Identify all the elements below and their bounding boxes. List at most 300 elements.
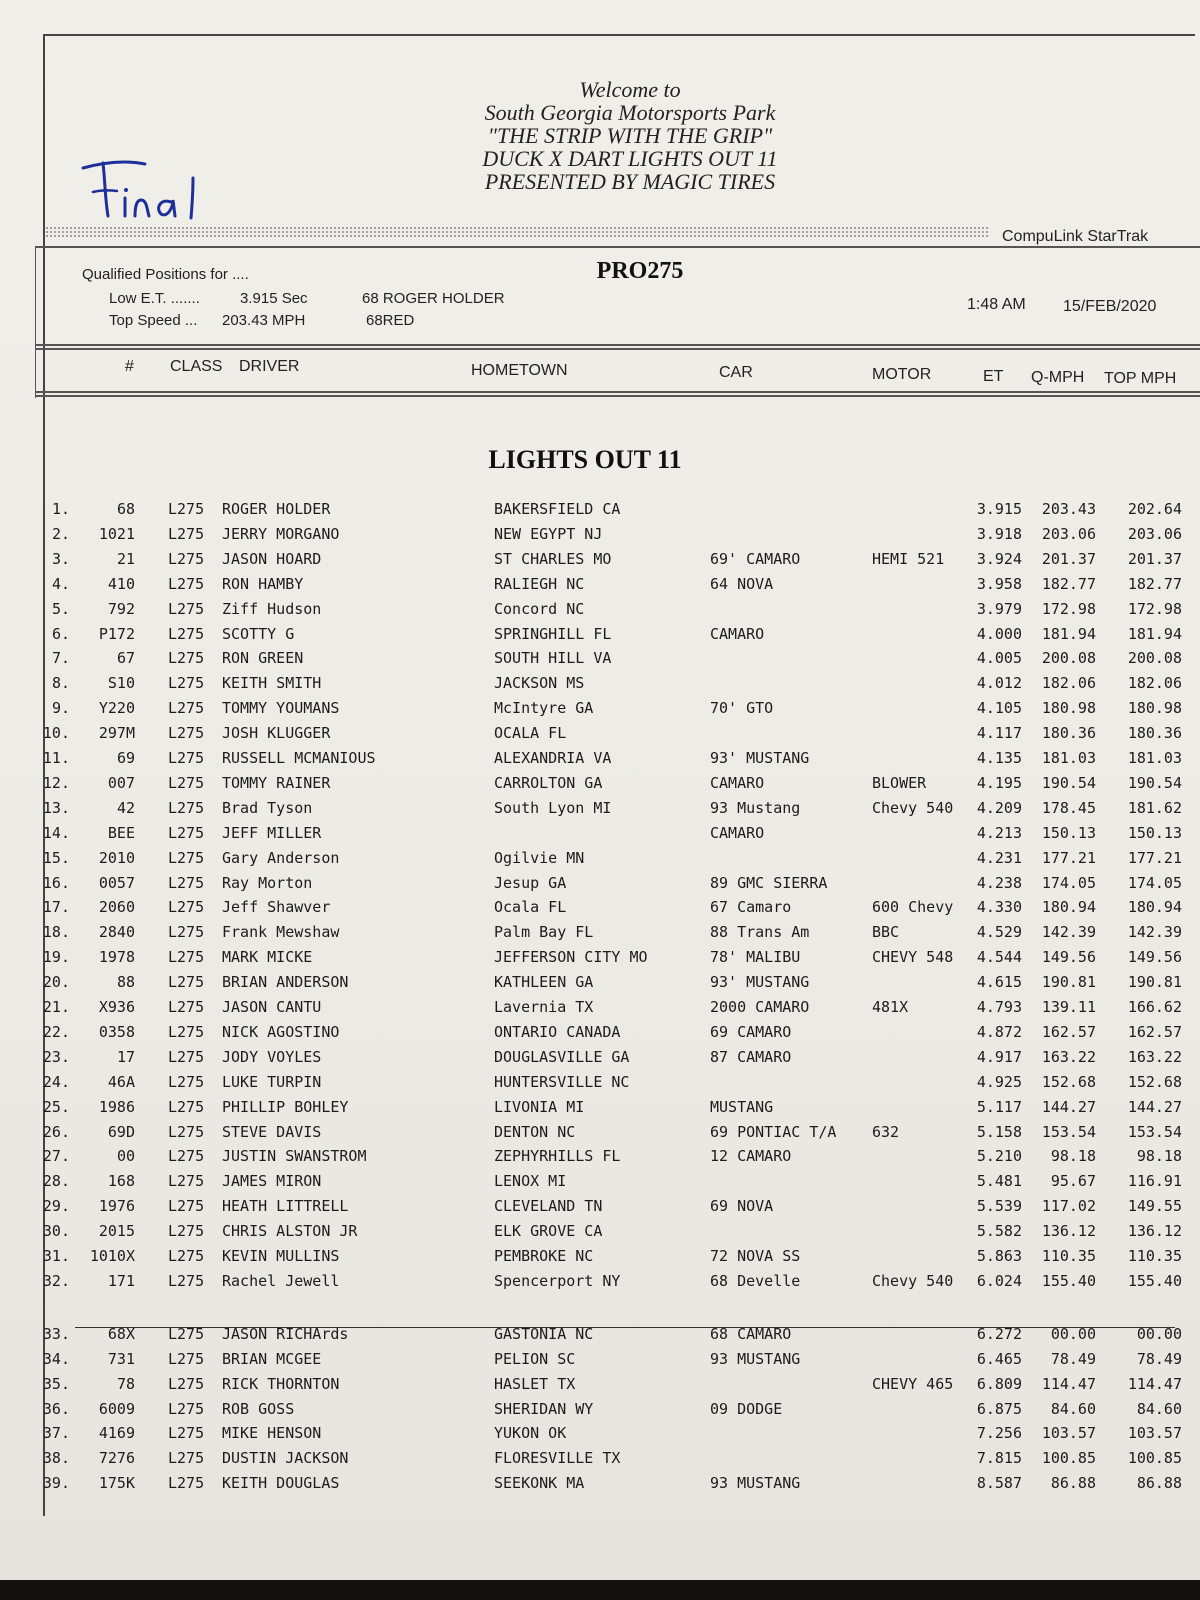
car-number-cell: 4169 (98, 1424, 135, 1443)
et-cell: 6.272 (976, 1324, 1022, 1343)
hometown-cell: HUNTERSVILLE NC (494, 1072, 630, 1091)
et-cell: 4.615 (976, 973, 1022, 992)
table-row (0, 600, 1200, 624)
q-mph-cell: 162.57 (1041, 1022, 1096, 1041)
position-cell: 22. (42, 1022, 70, 1041)
et-cell: 4.105 (976, 699, 1022, 718)
et-cell: 5.582 (976, 1222, 1022, 1241)
class-cell: L275 (168, 1072, 205, 1091)
position-cell: 27. (42, 1147, 70, 1166)
hometown-cell: SOUTH HILL VA (494, 649, 612, 668)
et-cell: 7.815 (976, 1449, 1022, 1468)
top-mph-cell: 103.57 (1127, 1424, 1182, 1443)
column-header-top-mph: TOP MPH (1104, 370, 1177, 387)
q-mph-cell: 201.37 (1041, 549, 1096, 568)
hometown-cell: BAKERSFIELD CA (494, 500, 621, 518)
position-cell: 30. (42, 1222, 70, 1241)
car-cell: 67 Camaro (710, 898, 792, 917)
hometown-cell: Ogilvie MN (494, 848, 585, 867)
driver-cell: ROGER HOLDER (222, 500, 331, 518)
position-cell: 2. (51, 524, 70, 543)
position-cell: 6. (51, 624, 70, 643)
car-number-cell: BEE (107, 823, 135, 842)
motor-cell: Chevy 540 (872, 1271, 954, 1290)
table-row (0, 1048, 1200, 1072)
car-number-cell: 69 (116, 749, 135, 767)
car-number-cell: 7276 (98, 1449, 135, 1468)
car-number-cell: 1976 (98, 1197, 135, 1216)
driver-cell: HEATH LITTRELL (222, 1197, 349, 1216)
q-mph-cell: 177.21 (1041, 848, 1096, 867)
top-mph-cell: 174.05 (1127, 873, 1182, 892)
q-mph-cell: 178.45 (1041, 798, 1096, 817)
class-cell: L275 (168, 649, 205, 668)
table-row (0, 1073, 1200, 1097)
driver-cell: Jeff Shawver (222, 898, 331, 917)
car-number-cell: 2015 (98, 1222, 135, 1241)
et-cell: 4.213 (976, 823, 1022, 842)
car-number-cell: 69D (107, 1122, 135, 1141)
table-row (0, 749, 1200, 773)
et-cell: 4.925 (976, 1072, 1022, 1091)
q-mph-cell: 136.12 (1041, 1222, 1096, 1241)
position-cell: 24. (42, 1072, 70, 1091)
car-number-cell: 2010 (98, 848, 135, 867)
class-cell: L275 (168, 624, 205, 643)
position-cell: 31. (42, 1247, 70, 1265)
class-cell: L275 (168, 699, 205, 718)
top-mph-cell: 78.49 (1136, 1349, 1182, 1368)
class-cell: L275 (168, 1172, 205, 1191)
top-mph-cell: 190.81 (1127, 973, 1182, 992)
et-cell: 3.915 (976, 500, 1022, 518)
car-cell: 93 Mustang (710, 798, 801, 817)
driver-cell: JASON RICHArds (222, 1324, 349, 1343)
et-cell: 4.872 (976, 1022, 1022, 1041)
driver-cell: RUSSELL MCMANIOUS (222, 749, 376, 767)
motor-cell: BLOWER (872, 773, 927, 792)
top-speed-holder: 68RED (366, 312, 415, 329)
hometown-cell: Palm Bay FL (494, 923, 594, 942)
driver-cell: SCOTTY G (222, 624, 295, 643)
position-cell: 12. (42, 773, 70, 792)
top-mph-cell: 152.68 (1127, 1072, 1182, 1091)
et-cell: 4.012 (976, 674, 1022, 693)
top-mph-cell: 166.62 (1127, 998, 1182, 1016)
position-cell: 29. (42, 1197, 70, 1216)
q-mph-cell: 200.08 (1041, 649, 1096, 668)
car-cell: CAMARO (710, 773, 765, 792)
driver-cell: Rachel Jewell (222, 1271, 340, 1290)
column-header-driver: DRIVER (239, 358, 300, 375)
hometown-cell: McIntyre GA (494, 699, 594, 718)
table-row (0, 824, 1200, 848)
position-cell: 19. (42, 948, 70, 967)
driver-cell: Gary Anderson (222, 848, 340, 867)
class-cell: L275 (168, 1474, 205, 1493)
class-cell: L275 (168, 500, 205, 518)
position-cell: 3. (51, 549, 70, 568)
et-cell: 6.465 (976, 1349, 1022, 1368)
position-cell: 5. (51, 599, 70, 618)
car-number-cell: 0358 (98, 1022, 135, 1041)
class-cell: L275 (168, 823, 205, 842)
top-mph-cell: 155.40 (1127, 1271, 1182, 1290)
table-row (0, 923, 1200, 947)
car-cell: 69 NOVA (710, 1197, 774, 1216)
position-cell: 10. (42, 724, 70, 743)
hometown-cell: YUKON OK (494, 1424, 567, 1443)
car-number-cell: 0057 (98, 873, 135, 892)
class-cell: L275 (168, 923, 205, 942)
car-cell: 88 Trans Am (710, 923, 810, 942)
hometown-cell: DOUGLASVILLE GA (494, 1047, 630, 1066)
driver-cell: Ziff Hudson (222, 599, 322, 618)
hometown-cell: KATHLEEN GA (494, 973, 594, 992)
hometown-cell: ST CHARLES MO (494, 549, 612, 568)
q-mph-cell: 110.35 (1041, 1247, 1096, 1265)
welcome-line: Welcome to (579, 77, 681, 102)
position-cell: 7. (51, 649, 70, 668)
car-cell: 12 CAMARO (710, 1147, 792, 1166)
hometown-cell: CLEVELAND TN (494, 1197, 603, 1216)
driver-cell: RON HAMBY (222, 574, 304, 593)
hometown-cell: SPRINGHILL FL (494, 624, 612, 643)
column-header-motor: MOTOR (872, 366, 932, 383)
table-row (0, 1247, 1200, 1271)
table-row (0, 1123, 1200, 1147)
position-cell: 11. (42, 749, 70, 767)
low-et-value: 3.915 Sec (240, 290, 308, 307)
hometown-cell: LIVONIA MI (494, 1097, 585, 1116)
column-header-class: CLASS (170, 358, 223, 375)
table-row (0, 1375, 1200, 1399)
car-cell: 87 CAMARO (710, 1047, 792, 1066)
car-number-cell: 2840 (98, 923, 135, 942)
table-row (0, 1474, 1200, 1498)
top-mph-cell: 180.94 (1127, 898, 1182, 917)
table-row (0, 998, 1200, 1022)
top-mph-cell: 201.37 (1127, 549, 1182, 568)
top-mph-cell: 110.35 (1127, 1247, 1182, 1265)
table-row (0, 1172, 1200, 1196)
hometown-cell: PELION SC (494, 1349, 576, 1368)
top-mph-cell: 84.60 (1136, 1399, 1182, 1418)
class-cell: L275 (168, 1271, 205, 1290)
class-cell: L275 (168, 674, 205, 693)
hometown-cell: JACKSON MS (494, 674, 585, 693)
car-cell: 72 NOVA SS (710, 1247, 801, 1265)
et-cell: 5.158 (976, 1122, 1022, 1141)
qualified-label: Qualified Positions for .... (82, 266, 249, 283)
top-mph-cell: 142.39 (1127, 923, 1182, 942)
q-mph-cell: 163.22 (1041, 1047, 1096, 1066)
q-mph-cell: 203.06 (1041, 524, 1096, 543)
position-cell: 34. (42, 1349, 70, 1368)
driver-cell: Brad Tyson (222, 798, 313, 817)
event-title: LIGHTS OUT 11 (488, 445, 682, 474)
position-cell: 23. (42, 1047, 70, 1066)
table-row (0, 774, 1200, 798)
table-row (0, 1449, 1200, 1473)
class-cell: L275 (168, 574, 205, 593)
table-row (0, 525, 1200, 549)
position-cell: 4. (51, 574, 70, 593)
car-number-cell: 175K (98, 1474, 135, 1493)
hometown-cell: Jesup GA (494, 873, 567, 892)
car-number-cell: Y220 (98, 699, 135, 718)
car-cell: 93' MUSTANG (710, 749, 810, 767)
driver-cell: CHRIS ALSTON JR (222, 1222, 358, 1241)
top-mph-cell: 100.85 (1127, 1449, 1182, 1468)
car-number-cell: 68X (107, 1324, 135, 1343)
top-mph-cell: 163.22 (1127, 1047, 1182, 1066)
q-mph-cell: 181.94 (1041, 624, 1096, 643)
et-cell: 3.958 (976, 574, 1022, 593)
et-cell: 4.209 (976, 798, 1022, 817)
welcome-line: PRESENTED BY MAGIC TIRES (484, 169, 776, 194)
class-cell: L275 (168, 1147, 205, 1166)
table-row (0, 1197, 1200, 1221)
et-cell: 5.117 (976, 1097, 1022, 1116)
class-cell: L275 (168, 599, 205, 618)
column-header-car: CAR (719, 364, 753, 381)
class-cell: L275 (168, 1022, 205, 1041)
table-row (0, 874, 1200, 898)
et-cell: 7.256 (976, 1424, 1022, 1443)
et-cell: 4.231 (976, 848, 1022, 867)
hometown-cell: ONTARIO CANADA (494, 1022, 621, 1041)
position-cell: 16. (42, 873, 70, 892)
driver-cell: STEVE DAVIS (222, 1122, 322, 1141)
class-cell: L275 (168, 873, 205, 892)
top-mph-cell: 180.36 (1127, 724, 1182, 743)
car-number-cell: 00 (116, 1147, 135, 1166)
position-cell: 28. (42, 1172, 70, 1191)
top-mph-cell: 181.03 (1127, 749, 1182, 767)
car-number-cell: 731 (107, 1349, 135, 1368)
driver-cell: LUKE TURPIN (222, 1072, 322, 1091)
table-row (0, 575, 1200, 599)
position-cell: 18. (42, 923, 70, 942)
class-title: PRO275 (596, 258, 684, 284)
driver-cell: MARK MICKE (222, 948, 313, 967)
driver-cell: JOSH KLUGGER (222, 724, 331, 743)
car-cell: 93 MUSTANG (710, 1349, 801, 1368)
position-cell: 14. (42, 823, 70, 842)
car-cell: 2000 CAMARO (710, 998, 810, 1016)
et-cell: 8.587 (976, 1474, 1022, 1493)
top-mph-cell: 177.21 (1127, 848, 1182, 867)
column-header-number: # (125, 358, 134, 375)
car-cell: 68 CAMARO (710, 1324, 792, 1343)
position-cell: 33. (42, 1324, 70, 1343)
q-mph-cell: 180.36 (1041, 724, 1096, 743)
q-mph-cell: 117.02 (1041, 1197, 1096, 1216)
table-row (0, 724, 1200, 748)
car-number-cell: 68 (116, 500, 135, 518)
et-cell: 6.875 (976, 1399, 1022, 1418)
position-cell: 20. (42, 973, 70, 992)
q-mph-cell: 203.43 (1041, 500, 1096, 518)
car-cell: CAMARO (710, 624, 765, 643)
top-mph-cell: 114.47 (1127, 1374, 1182, 1393)
class-cell: L275 (168, 798, 205, 817)
top-speed-value: 203.43 MPH (222, 312, 306, 329)
table-row (0, 1023, 1200, 1047)
car-cell: 68 Develle (710, 1271, 801, 1290)
driver-cell: NICK AGOSTINO (222, 1022, 340, 1041)
q-mph-cell: 144.27 (1041, 1097, 1096, 1116)
table-row (0, 1272, 1200, 1296)
car-number-cell: 17 (116, 1047, 135, 1066)
position-cell: 32. (42, 1271, 70, 1290)
class-cell: L275 (168, 1324, 205, 1343)
top-mph-cell: 182.06 (1127, 674, 1182, 693)
hometown-cell: OCALA FL (494, 724, 567, 743)
q-mph-cell: 152.68 (1041, 1072, 1096, 1091)
driver-cell: JODY VOYLES (222, 1047, 322, 1066)
q-mph-cell: 114.47 (1041, 1374, 1096, 1393)
hometown-cell: PEMBROKE NC (494, 1247, 594, 1265)
class-cell: L275 (168, 973, 205, 992)
table-row (0, 500, 1200, 524)
top-mph-cell: 181.94 (1127, 624, 1182, 643)
run-time: 1:48 AM (967, 296, 1026, 313)
top-mph-cell: 149.56 (1127, 948, 1182, 967)
hometown-cell: Lavernia TX (494, 998, 594, 1016)
class-cell: L275 (168, 1449, 205, 1468)
car-number-cell: 67 (116, 649, 135, 668)
table-row (0, 1400, 1200, 1424)
q-mph-cell: 180.98 (1041, 699, 1096, 718)
class-cell: L275 (168, 749, 205, 767)
hometown-cell: ZEPHYRHILLS FL (494, 1147, 621, 1166)
table-row (0, 898, 1200, 922)
q-mph-cell: 150.13 (1041, 823, 1096, 842)
q-mph-cell: 86.88 (1050, 1474, 1096, 1493)
driver-cell: ROB GOSS (222, 1399, 295, 1418)
driver-cell: KEITH SMITH (222, 674, 322, 693)
table-row (0, 948, 1200, 972)
position-cell: 8. (51, 674, 70, 693)
hometown-cell: JEFFERSON CITY MO (494, 948, 648, 967)
table-row (0, 649, 1200, 673)
et-cell: 4.135 (976, 749, 1022, 767)
car-cell: MUSTANG (710, 1097, 774, 1116)
table-row (0, 973, 1200, 997)
top-mph-cell: 86.88 (1136, 1474, 1182, 1493)
class-cell: L275 (168, 1047, 205, 1066)
car-cell: 64 NOVA (710, 574, 774, 593)
et-cell: 5.539 (976, 1197, 1022, 1216)
run-date: 15/FEB/2020 (1063, 298, 1157, 315)
motor-cell: CHEVY 548 (872, 948, 954, 967)
class-cell: L275 (168, 948, 205, 967)
top-mph-cell: 200.08 (1127, 649, 1182, 668)
class-cell: L275 (168, 898, 205, 917)
timing-system-label: CompuLink StarTrak (1002, 228, 1149, 245)
table-row (0, 674, 1200, 698)
class-cell: L275 (168, 1097, 205, 1116)
class-cell: L275 (168, 773, 205, 792)
motor-cell: 481X (872, 998, 909, 1016)
driver-cell: JERRY MORGANO (222, 524, 340, 543)
hometown-cell: LENOX MI (494, 1172, 567, 1191)
driver-cell: RICK THORNTON (222, 1374, 340, 1393)
table-row (0, 625, 1200, 649)
top-mph-cell: 153.54 (1127, 1122, 1182, 1141)
qualifying-cutoff-line (75, 1327, 1175, 1328)
driver-cell: JASON CANTU (222, 998, 322, 1016)
car-number-cell: 46A (107, 1072, 135, 1091)
hometown-cell: SHERIDAN WY (494, 1399, 594, 1418)
driver-cell: KEITH DOUGLAS (222, 1474, 340, 1493)
position-cell: 1. (51, 500, 70, 518)
class-cell: L275 (168, 1424, 205, 1443)
class-cell: L275 (168, 1349, 205, 1368)
driver-cell: Frank Mewshaw (222, 923, 340, 942)
top-mph-cell: 149.55 (1127, 1197, 1182, 1216)
car-number-cell: 78 (116, 1374, 135, 1393)
q-mph-cell: 172.98 (1041, 599, 1096, 618)
hometown-cell: Ocala FL (494, 898, 567, 917)
column-header-hometown: HOMETOWN (471, 362, 568, 379)
q-mph-cell: 98.18 (1050, 1147, 1096, 1166)
q-mph-cell: 84.60 (1050, 1399, 1096, 1418)
class-cell: L275 (168, 524, 205, 543)
q-mph-cell: 100.85 (1041, 1449, 1096, 1468)
top-mph-cell: 00.00 (1136, 1324, 1182, 1343)
position-cell: 26. (42, 1122, 70, 1141)
q-mph-cell: 180.94 (1041, 898, 1096, 917)
driver-cell: Ray Morton (222, 873, 313, 892)
driver-cell: KEVIN MULLINS (222, 1247, 340, 1265)
et-cell: 6.024 (976, 1271, 1022, 1290)
hometown-cell: Spencerport NY (494, 1271, 621, 1290)
position-cell: 21. (42, 998, 70, 1016)
driver-cell: RON GREEN (222, 649, 304, 668)
class-cell: L275 (168, 1197, 205, 1216)
car-number-cell: 410 (107, 574, 135, 593)
et-cell: 3.924 (976, 549, 1022, 568)
q-mph-cell: 190.54 (1041, 773, 1096, 792)
position-cell: 25. (42, 1097, 70, 1116)
top-mph-cell: 116.91 (1127, 1172, 1182, 1191)
et-cell: 4.917 (976, 1047, 1022, 1066)
q-mph-cell: 190.81 (1041, 973, 1096, 992)
column-header-et: ET (983, 368, 1004, 385)
driver-cell: TOMMY RAINER (222, 773, 331, 792)
car-number-cell: 42 (116, 798, 135, 817)
top-mph-cell: 190.54 (1127, 773, 1182, 792)
motor-cell: 632 (872, 1122, 900, 1141)
table-row (0, 699, 1200, 723)
position-cell: 17. (42, 898, 70, 917)
et-cell: 4.195 (976, 773, 1022, 792)
car-number-cell: 297M (98, 724, 135, 743)
q-mph-cell: 153.54 (1041, 1122, 1096, 1141)
motor-cell: 600 Chevy (872, 898, 954, 917)
hometown-cell: Concord NC (494, 599, 585, 618)
hometown-cell: FLORESVILLE TX (494, 1449, 621, 1468)
car-number-cell: P172 (98, 624, 135, 643)
driver-cell: BRIAN MCGEE (222, 1349, 322, 1368)
photo-edge (0, 1580, 1200, 1600)
top-mph-cell: 150.13 (1127, 823, 1182, 842)
car-number-cell: 792 (107, 599, 135, 618)
et-cell: 3.918 (976, 524, 1022, 543)
